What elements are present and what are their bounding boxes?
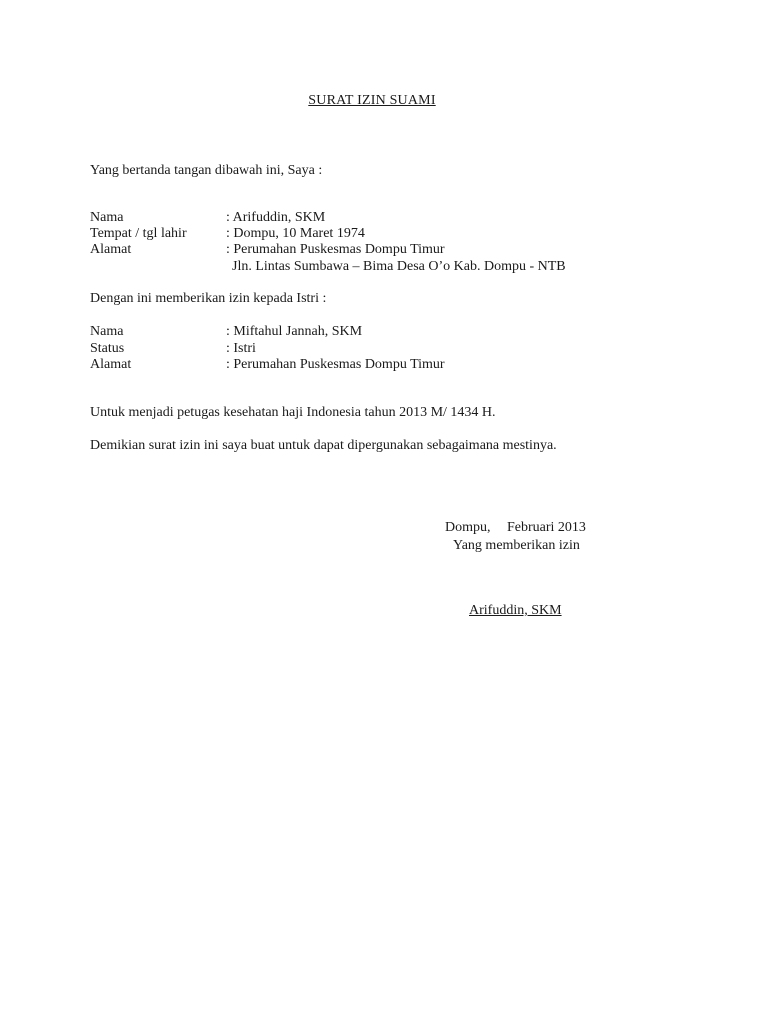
wife-status-row (90, 341, 256, 357)
document-title: SURAT IZIN SUAMI (308, 93, 436, 108)
husband-birth-value: : Dompu, 10 Maret 1974 (226, 226, 365, 241)
husband-address-value: : Perumahan Puskesmas Dompu Timur (226, 242, 445, 257)
husband-name-row (90, 210, 326, 226)
husband-birth-label: Tempat / tgl lahir (90, 226, 187, 241)
intro-text: Yang bertanda tangan dibawah ini, Saya : (90, 163, 323, 178)
husband-address-row (90, 242, 445, 258)
husband-birth-row (90, 226, 365, 242)
husband-address-continued: Jln. Lintas Sumbawa – Bima Desa O’o Kab. Dompu - NTB (232, 259, 566, 274)
wife-address-value: : Perumahan Puskesmas Dompu Timur (226, 357, 445, 372)
husband-name-label: Nama (90, 210, 124, 225)
signature-date: Februari 2013 (507, 520, 586, 535)
signature-name: Arifuddin, SKM (469, 603, 562, 618)
wife-address-row (90, 357, 445, 373)
purpose-text: Untuk menjadi petugas kesehatan haji Indonesia tahun 2013 M/ 1434 H. (90, 405, 496, 420)
husband-name-value: : Arifuddin, SKM (226, 210, 326, 225)
husband-address-label: Alamat (90, 242, 132, 257)
wife-name-label: Nama (90, 324, 124, 339)
wife-name-row (90, 324, 363, 340)
wife-address-label: Alamat (90, 357, 132, 372)
signature-place: Dompu, (445, 520, 491, 535)
permission-line: Dengan ini memberikan izin kepada Istri : (90, 291, 327, 306)
signature-giver: Yang memberikan izin (453, 538, 580, 553)
closing-text: Demikian surat izin ini saya buat untuk dapat dipergunakan sebagaimana mestinya. (90, 438, 557, 453)
wife-status-value: : Istri (226, 341, 256, 356)
wife-status-label: Status (90, 341, 125, 356)
wife-name-value: : Miftahul Jannah, SKM (226, 324, 363, 339)
